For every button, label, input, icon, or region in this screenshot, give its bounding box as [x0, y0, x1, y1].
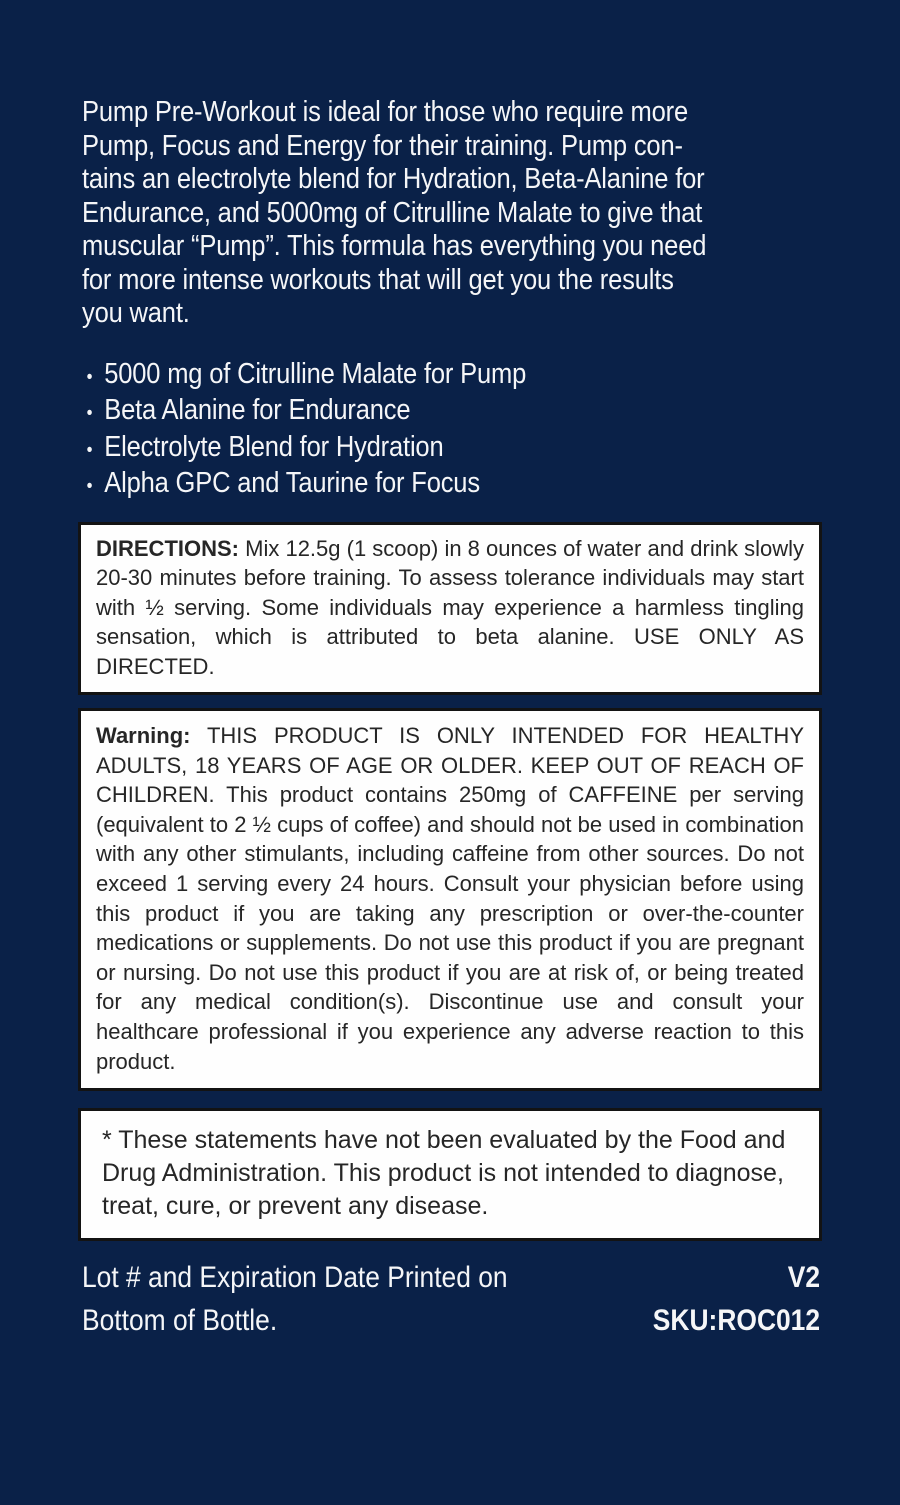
intro-line: muscular “Pump”. This formula has everything you need [82, 230, 707, 262]
directions-text [96, 534, 804, 682]
directions-label: DIRECTIONS: [96, 535, 239, 561]
label-back-panel [0, 96, 900, 1505]
fda-disclaimer-box [78, 1108, 822, 1241]
product-codes [630, 1256, 820, 1342]
sku-code: SKU:ROC012 [652, 1304, 820, 1338]
warning-text [96, 721, 804, 1076]
lot-info-line: Bottom of Bottle. [82, 1304, 278, 1338]
lot-info-line: Lot # and Expiration Date Printed on [82, 1261, 508, 1295]
intro-line: Pump Pre-Workout is ideal for those who require more [82, 96, 688, 128]
fda-disclaimer-text: * These statements have not been evaluated by the Food and Drug Administration. This product is not intended to diagnose, treat, cure, or prevent any disease. [102, 1126, 786, 1221]
warning-label: Warning: [96, 723, 191, 748]
intro-line: you want. [82, 297, 190, 329]
warning-box [78, 708, 822, 1091]
directions-body: Mix 12.5g (1 scoop) in 8 ounces of water and drink slowly 20-30 minutes before training. To assess tolerance individuals may start with ½ serving. Some individuals may experience a harmless tingling sensation, which is attributed to beta alanine. USE ONLY AS DIRECTED. [96, 535, 804, 679]
bullet-icon: • [86, 403, 93, 424]
feature-item-label: 5000 mg of Citrulline Malate for Pump [104, 357, 527, 390]
feature-item-label: Electrolyte Blend for Hydration [104, 430, 444, 463]
warning-body: THIS PRODUCT IS ONLY INTENDED FOR HEALTHY ADULTS, 18 YEARS OF AGE OR OLDER. KEEP OUT OF REACH OF CHILDREN. This product contains 250mg of CAFFEINE per serving (equivalent to 2 ½ cups of coffee) and should not be used in combination with any other stimulants, including caffeine from other sources. Do not exceed 1 serving every 24 hours. Consult your physician before using this product if you are taking any prescription or over-the-counter medications or supplements. Do not use this product if you are pregnant or nursing. Do not use this product if you are at risk of, or being treated for any medical condition(s). Discontinue use and consult your healthcare professional if you experience any adverse reaction to this product. [96, 723, 804, 1074]
intro-line: Endurance, and 5000mg of Citrulline Malate to give that [82, 196, 703, 229]
footer [82, 1256, 820, 1342]
feature-item [84, 394, 740, 431]
feature-item [84, 467, 740, 504]
intro-paragraph [82, 96, 830, 331]
bullet-icon: • [86, 439, 93, 461]
feature-item-label: Beta Alanine for Endurance [104, 394, 411, 426]
intro-line: for more intense workouts that will get you the results [82, 263, 674, 296]
version-code: V2 [787, 1261, 820, 1295]
feature-item [84, 431, 740, 468]
directions-box [78, 522, 822, 696]
lot-info [82, 1256, 566, 1342]
bullet-icon: • [86, 476, 93, 497]
feature-item [84, 358, 740, 395]
intro-line: Pump, Focus and Energy for their training. Pump con- [82, 129, 683, 162]
bullet-icon: • [86, 366, 93, 388]
feature-list [84, 358, 830, 504]
intro-line: tains an electrolyte blend for Hydration, Beta-Alanine for [82, 163, 705, 195]
feature-item-label: Alpha GPC and Taurine for Focus [104, 467, 480, 499]
